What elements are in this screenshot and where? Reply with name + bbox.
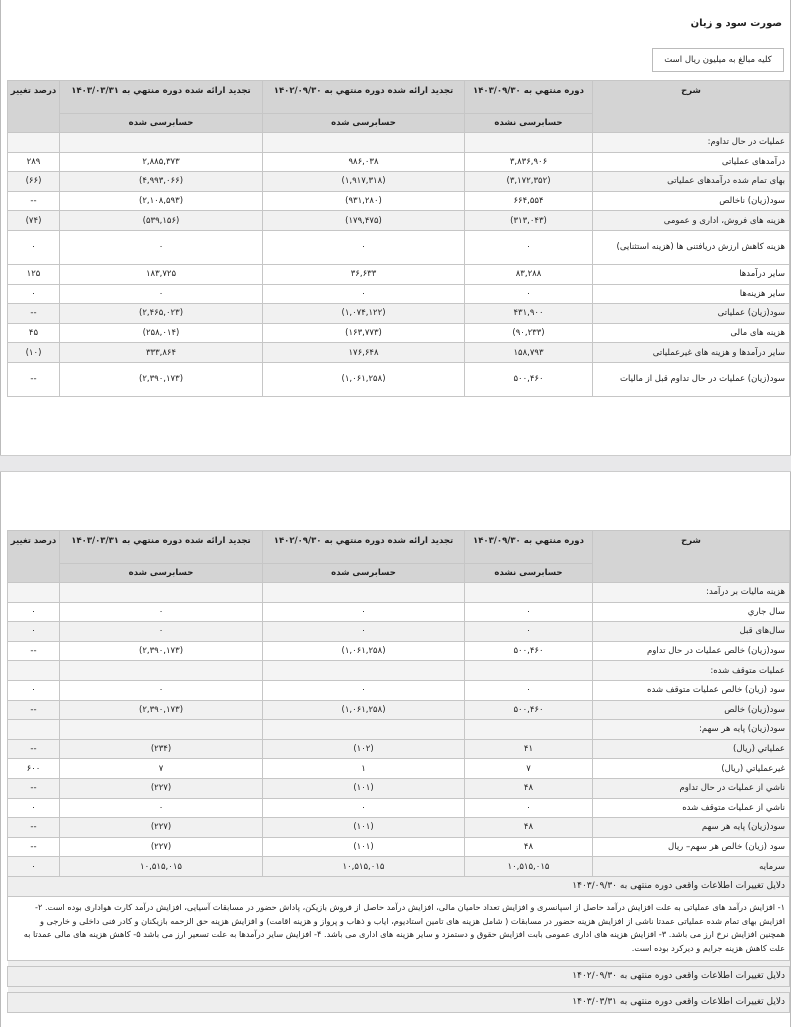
change-percent [8,133,60,153]
value-1403-09: ۰ [465,622,593,642]
change-percent: -- [8,304,60,324]
value-1403-03: (۲۵۸,۰۱۴) [60,323,263,343]
value-1402-09: (۱۰۱) [263,778,465,798]
value-1402-09: (۱,۰۶۱,۲۵۸) [263,700,465,720]
change-percent: (۱۰) [8,343,60,363]
table-row [8,264,790,284]
header-period-1402-09: تجدید ارائه شده دوره منتهي به ۱۴۰۲/۰۹/۳۰ [263,531,465,564]
value-1403-09: ۵۰۰,۴۶۰ [465,362,593,396]
change-percent [8,720,60,740]
value-1403-09: (۳,۱۷۲,۳۵۲) [465,172,593,192]
value-1402-09 [263,661,465,681]
value-1403-09: (۹۰,۲۳۳) [465,323,593,343]
value-1403-03: ۱۰,۵۱۵,۰۱۵ [60,857,263,877]
row-label: هزینه مالیات بر درآمد: [593,583,790,603]
value-1403-03: ۰ [60,284,263,304]
value-1403-03: (۲,۳۹۰,۱۷۳) [60,641,263,661]
row-label: بهای تمام شده درآمدهای عملیاتی [593,172,790,192]
table-row [8,798,790,818]
change-percent: -- [8,778,60,798]
notes-body-1403-09: ۱- افزایش درآمد های عملیاتی به علت افزایش درآمد حاصل از اسپانسری و افزایش تعداد حامیان مالی، افزایش درآمد حاصل از فروش بازیکن، پاداش حضور در مسابقات آسیایی، افزایش درآمد کارت هواداری بوده است. ۲- افزایش بهای تمام شده عملیاتی عمدتا ناشی از افزایش هزینه حضور در مسابقات ( شامل هزینه های تامین استادیوم، ایاب و ذهاب و پرواز و هزینه اقامت) و افزایش هزینه حق الزحمه بازیکنان و کادر فنی داخلی و خارجی و همچنین افزایش نرخ ارز می باشد. ۳- افزایش هزینه های اداری عمومی بابت افزایش حقوق و دستمزد و سایر هزینه های اداری می باشد. ۴- افزایش سایر درآمدها به علت تسعیر ارز می باشد ۵- کاهش هزینه های مالی عمدتا به علت کاهش هزینه جرایم و دیرکرد بوده است. [8,896,790,960]
row-label: سال جاري [593,602,790,622]
value-1402-09 [263,133,465,153]
table-row [8,191,790,211]
table-row [8,362,790,396]
table-row [8,818,790,838]
value-1403-09: ۱۵۸,۷۹۳ [465,343,593,363]
table-row [8,837,790,857]
change-percent: -- [8,837,60,857]
value-1403-09: ۴۸ [465,837,593,857]
row-label: سود(زیان) ناخالص [593,191,790,211]
header-period-1403-03: تجدید ارائه شده دوره منتهي به ۱۴۰۳/۰۳/۳۱ [60,81,263,114]
row-label: سود(زیان) خالص عملیات در حال تداوم [593,641,790,661]
value-1403-03: ۰ [60,230,263,264]
value-1402-09: (۱,۰۶۱,۲۵۸) [263,362,465,396]
value-1403-03: (۲۲۷) [60,778,263,798]
value-1403-09: ۴۳۱,۹۰۰ [465,304,593,324]
table-row [8,230,790,264]
row-label: سود(زیان) عملیاتی [593,304,790,324]
value-1403-09: ۶۶۴,۵۵۴ [465,191,593,211]
value-1402-09: (۱۰۲) [263,739,465,759]
change-percent [8,661,60,681]
value-1402-09: ۰ [263,798,465,818]
value-1403-09: ۷ [465,759,593,779]
header-unaudited: حسابرسی نشده [465,114,593,133]
value-1403-03: (۲۲۷) [60,837,263,857]
value-1403-03: ۷ [60,759,263,779]
notes-title-1402-09: دلایل تغییرات اطلاعات واقعی دوره منتهی به ۱۴۰۲/۰۹/۳۰ [8,966,790,986]
row-label: ناشي از عملیات متوقف شده [593,798,790,818]
row-label: سود(زیان) خالص [593,700,790,720]
value-1402-09: ۰ [263,680,465,700]
value-1402-09: ۰ [263,230,465,264]
value-1402-09: (۱,۰۷۴,۱۲۲) [263,304,465,324]
header-audited: حسابرسی شده [60,564,263,583]
value-1403-09: ۳,۸۳۶,۹۰۶ [465,152,593,172]
value-1402-09: (۹۳۱,۲۸۰) [263,191,465,211]
value-1403-09: ۰ [465,284,593,304]
row-label: سود(زیان) عملیات در حال تداوم قبل از مالیات [593,362,790,396]
table-row [8,778,790,798]
value-1403-03 [60,661,263,681]
value-1403-09 [465,133,593,153]
value-1403-03: (۲,۱۰۸,۵۹۳) [60,191,263,211]
change-percent: -- [8,700,60,720]
table-row [8,641,790,661]
unit-note: کلیه مبالغ به میلیون ریال است [652,48,784,72]
table-row [8,661,790,681]
row-label: هزینه کاهش ارزش دریافتنی ها (هزینه استثنایی) [593,230,790,264]
table-row [8,304,790,324]
row-label: سایر هزینه‌ها [593,284,790,304]
change-percent: -- [8,641,60,661]
value-1403-09: ۱۰,۵۱۵,۰۱۵ [465,857,593,877]
value-1403-09: ۰ [465,602,593,622]
value-1403-03: ۳۳۳,۸۶۴ [60,343,263,363]
value-1403-09: ۴۸ [465,818,593,838]
value-1402-09 [263,720,465,740]
value-1403-09: (۳۱۳,۰۴۳) [465,211,593,231]
row-label: درآمدهای عملیاتی [593,152,790,172]
table-row [8,152,790,172]
row-label: هزینه های مالی [593,323,790,343]
value-1403-09: ۴۸ [465,778,593,798]
income-statement-table-2 [7,530,790,1013]
row-label: عملیات متوقف شده: [593,661,790,681]
value-1402-09: (۱۰۱) [263,837,465,857]
value-1403-03: (۲۲۷) [60,818,263,838]
change-percent: ۶۰۰ [8,759,60,779]
value-1402-09: ۰ [263,284,465,304]
table-row [8,602,790,622]
value-1403-03: (۲,۳۹۰,۱۷۳) [60,362,263,396]
table-row [8,284,790,304]
row-label: سال‌های قبل [593,622,790,642]
value-1403-03 [60,720,263,740]
row-label: سود(زیان) پایه هر سهم: [593,720,790,740]
header-audited: حسابرسی شده [263,564,465,583]
row-label: عملیات در حال تداوم: [593,133,790,153]
value-1402-09: ۹۸۶,۰۳۸ [263,152,465,172]
value-1402-09: (۱۰۱) [263,818,465,838]
change-percent: -- [8,362,60,396]
row-label: ناشي از عملیات در حال تداوم [593,778,790,798]
value-1403-09 [465,720,593,740]
value-1403-03: ۰ [60,622,263,642]
row-label: سایر درآمدها و هزینه های غیرعملیاتی [593,343,790,363]
value-1403-09 [465,661,593,681]
value-1403-03: ۲,۸۸۵,۳۷۳ [60,152,263,172]
table-row [8,343,790,363]
value-1403-09: ۵۰۰,۴۶۰ [465,641,593,661]
value-1402-09: ۱۷۶,۶۴۸ [263,343,465,363]
change-percent: (۷۴) [8,211,60,231]
row-label: سود (زیان) خالص هر سهم– ریال [593,837,790,857]
value-1403-03: (۲۳۴) [60,739,263,759]
header-description: شرح [593,81,790,133]
table-row [8,739,790,759]
change-percent: ۰ [8,602,60,622]
change-percent: -- [8,191,60,211]
value-1403-03: (۴,۹۹۳,۰۶۶) [60,172,263,192]
change-percent [8,583,60,603]
page-divider [0,455,791,472]
row-label: سرمایه [593,857,790,877]
change-percent: ۲۸۹ [8,152,60,172]
table-row [8,211,790,231]
value-1402-09: (۱,۰۶۱,۲۵۸) [263,641,465,661]
value-1403-03 [60,133,263,153]
table-row [8,323,790,343]
table-row [8,857,790,877]
value-1402-09: ۱ [263,759,465,779]
value-1403-09: ۰ [465,680,593,700]
header-period-1403-09: دوره منتهي به ۱۴۰۳/۰۹/۳۰ [465,81,593,114]
value-1402-09: (۱۷۹,۴۷۵) [263,211,465,231]
change-percent: ۰ [8,798,60,818]
change-percent: ۰ [8,622,60,642]
header-audited: حسابرسی شده [263,114,465,133]
value-1403-03: (۵۳۹,۱۵۶) [60,211,263,231]
value-1402-09: (۱,۹۱۷,۳۱۸) [263,172,465,192]
row-label: سود(زیان) پایه هر سهم [593,818,790,838]
value-1403-03: ۱۸۳,۷۲۵ [60,264,263,284]
change-percent: ۰ [8,284,60,304]
header-description: شرح [593,531,790,583]
row-label: سایر درآمدها [593,264,790,284]
value-1403-03: (۲,۴۶۵,۰۲۳) [60,304,263,324]
value-1403-03: ۰ [60,602,263,622]
change-percent: (۶۶) [8,172,60,192]
notes-title-1403-03: دلایل تغییرات اطلاعات واقعی دوره منتهی به ۱۴۰۳/۰۳/۳۱ [8,992,790,1012]
change-percent: ۰ [8,680,60,700]
row-label: سود (زیان) خالص عملیات متوقف شده [593,680,790,700]
value-1403-03: ۰ [60,680,263,700]
value-1403-09 [465,583,593,603]
value-1403-03: ۰ [60,798,263,818]
value-1403-09: ۰ [465,230,593,264]
change-percent: -- [8,818,60,838]
header-period-1403-03: تجدید ارائه شده دوره منتهي به ۱۴۰۳/۰۳/۳۱ [60,531,263,564]
header-audited: حسابرسی شده [60,114,263,133]
value-1402-09: (۱۶۳,۷۷۳) [263,323,465,343]
value-1403-09: ۰ [465,798,593,818]
table-row [8,622,790,642]
table-row [8,172,790,192]
notes-title-1403-09: دلایل تغییرات اطلاعات واقعی دوره منتهی به ۱۴۰۳/۰۹/۳۰ [8,876,790,896]
row-label: عملیاتي (ریال) [593,739,790,759]
value-1403-09: ۴۱ [465,739,593,759]
header-period-1402-09: تجدید ارائه شده دوره منتهي به ۱۴۰۲/۰۹/۳۰ [263,81,465,114]
value-1403-09: ۵۰۰,۴۶۰ [465,700,593,720]
value-1402-09: ۰ [263,602,465,622]
change-percent: ۴۵ [8,323,60,343]
report-title: صورت سود و زیان [690,18,782,29]
value-1402-09: ۱۰,۵۱۵,۰۱۵ [263,857,465,877]
income-statement-table-1 [7,80,790,397]
value-1403-03 [60,583,263,603]
change-percent: ۱۲۵ [8,264,60,284]
value-1402-09 [263,583,465,603]
table-row [8,583,790,603]
value-1402-09: ۳۶,۶۳۳ [263,264,465,284]
row-label: هزینه های فروش، اداری و عمومی [593,211,790,231]
table-row [8,133,790,153]
header-period-1403-09: دوره منتهي به ۱۴۰۳/۰۹/۳۰ [465,531,593,564]
change-percent: ۰ [8,857,60,877]
table-row [8,720,790,740]
header-change-percent: درصد تغییر [8,531,60,583]
header-change-percent: درصد تغییر [8,81,60,133]
change-percent: ۰ [8,230,60,264]
value-1402-09: ۰ [263,622,465,642]
value-1403-09: ۸۳,۲۸۸ [465,264,593,284]
change-percent: -- [8,739,60,759]
table-row [8,700,790,720]
table-row [8,680,790,700]
table-row [8,759,790,779]
header-unaudited: حسابرسی نشده [465,564,593,583]
value-1403-03: (۲,۳۹۰,۱۷۳) [60,700,263,720]
row-label: غیرعملیاتي (ریال) [593,759,790,779]
